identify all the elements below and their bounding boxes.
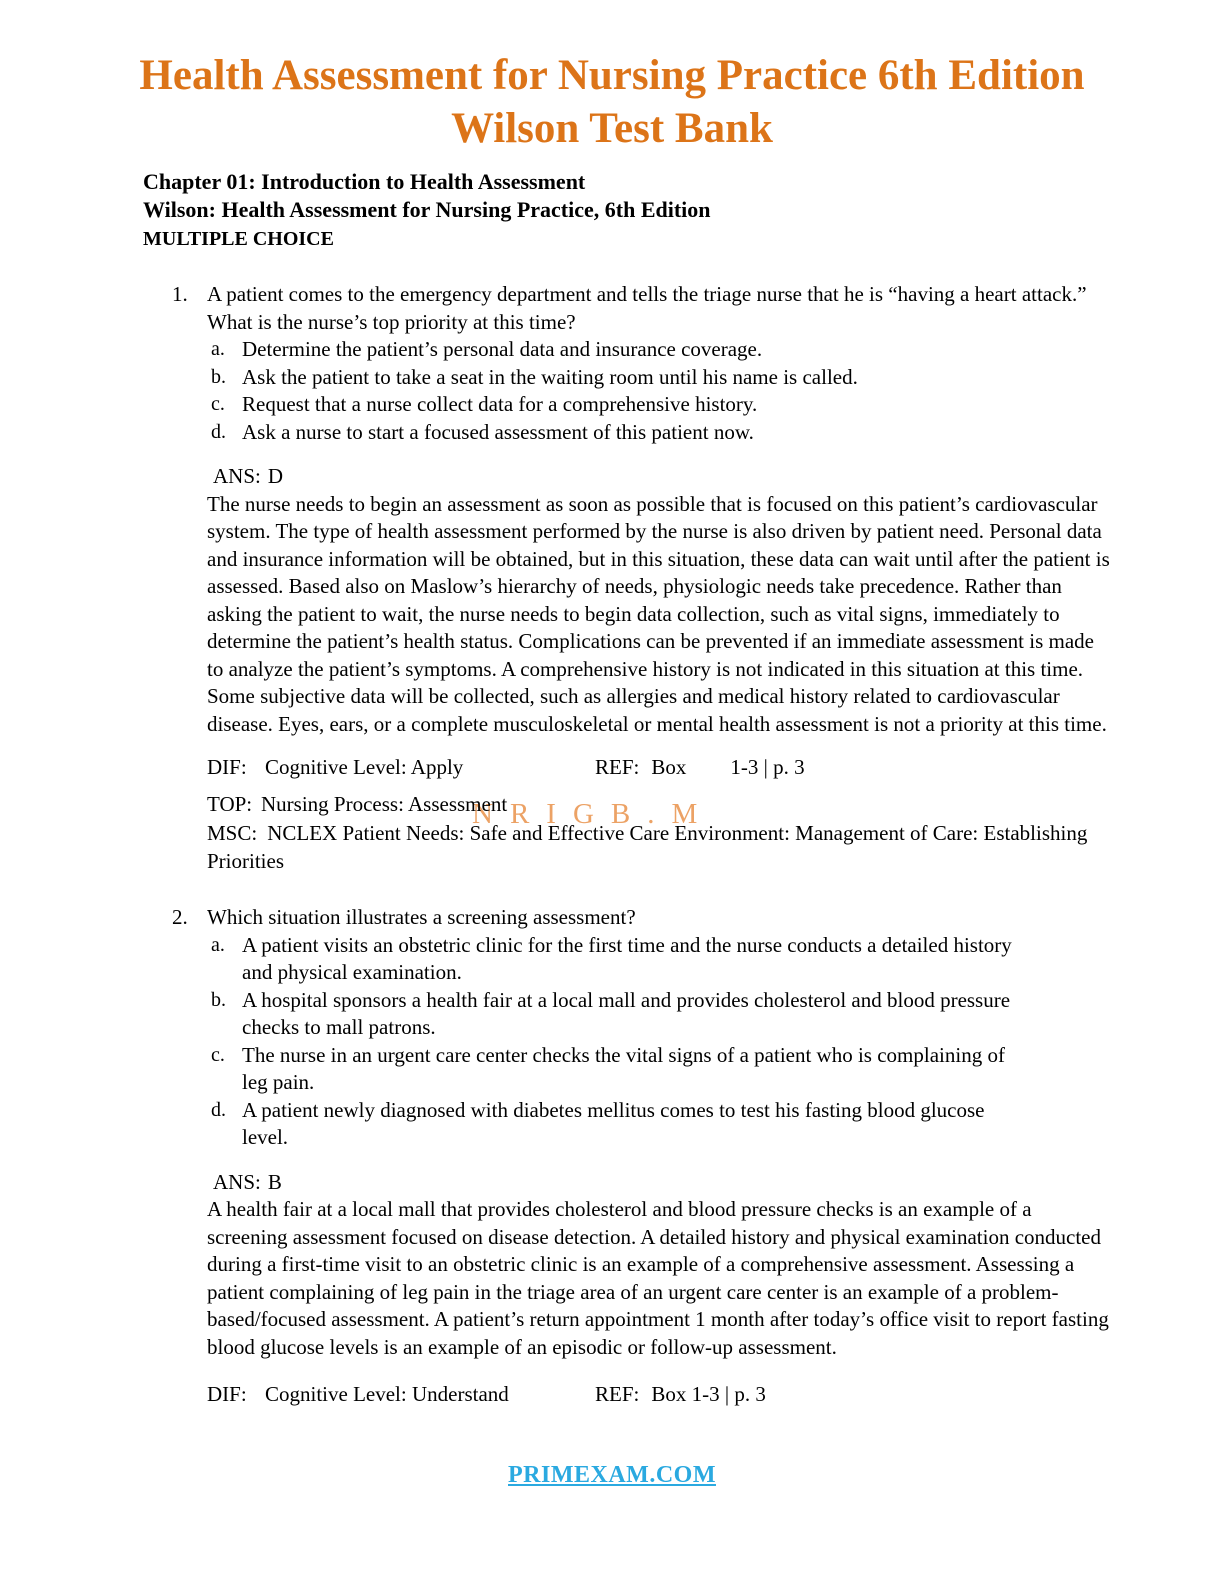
dif-value: Cognitive Level: Understand xyxy=(265,1382,509,1406)
dif-label: DIF: xyxy=(207,755,247,779)
option-text: Determine the patient’s personal data and insurance coverage. xyxy=(242,337,763,361)
dif-value: Cognitive Level: Apply xyxy=(265,755,464,779)
answer-option xyxy=(207,932,1113,987)
msc-value: NCLEX Patient Needs: Safe and Effective Care Environment: Management of Care: Establishing Priorities xyxy=(207,821,1088,873)
msc-row xyxy=(207,820,1113,875)
question-1 xyxy=(143,281,1113,446)
ref-value-part1: Box xyxy=(651,755,687,779)
top-value: Nursing Process: Assessment xyxy=(261,791,508,816)
option-letter: d. xyxy=(211,1098,226,1121)
question-stem: A patient comes to the emergency department and tells the triage nurse that he is “having a heart attack.” What is the nurse’s top priority at this time? xyxy=(207,282,1087,334)
option-letter: b. xyxy=(211,988,226,1011)
spacer xyxy=(639,1381,651,1409)
option-text: A patient newly diagnosed with diabetes mellitus comes to test his fasting blood glucose level. xyxy=(242,1097,985,1149)
site-watermark: NRIGB.M xyxy=(472,798,715,830)
ref-label: REF: xyxy=(595,1382,640,1406)
option-text: The nurse in an urgent care center checks the vital signs of a patient who is complaining of leg pain. xyxy=(242,1042,1005,1094)
option-text: Ask a nurse to start a focused assessment of this patient now. xyxy=(242,419,754,444)
option-letter: a. xyxy=(211,933,225,956)
answer-value: B xyxy=(267,1169,282,1194)
answer-option xyxy=(207,987,1113,1042)
page-footer xyxy=(0,1461,1224,1489)
option-text: Request that a nurse collect data for a comprehensive history. xyxy=(242,392,758,416)
option-letter: d. xyxy=(211,420,226,443)
answer-value: D xyxy=(267,464,284,488)
answer-option xyxy=(207,336,1113,364)
question-number: 2. xyxy=(172,905,188,929)
page-title xyxy=(0,0,1224,155)
question-body xyxy=(207,904,1113,1152)
top-row xyxy=(207,791,1113,819)
page-title-line-2: Wilson Test Bank xyxy=(451,105,773,152)
msc-label: MSC: xyxy=(207,821,258,845)
answer-row xyxy=(207,1169,1113,1197)
option-letter: b. xyxy=(211,365,226,388)
page-title-line-1: Health Assessment for Nursing Practice 6th Edition xyxy=(139,52,1085,99)
question-body xyxy=(207,281,1113,446)
answer-option xyxy=(207,364,1113,392)
answer-rationale: The nurse needs to begin an assessment as soon as possible that is focused on this patient’s cardiovascular system. The type of health assessment performed by the nurse is also driven by patient need. Personal data and insurance information will be obtained, but in this situation, these data can wait until after the patient is assessed. Based also on Maslow’s hierarchy of needs, physiologic needs take precedence. Rather than asking the patient to wait, the nurse needs to begin data collection, such as vital signs, immediately to determine the patient’s health status. Complications can be prevented if an immediate assessment is made to analyze the patient’s symptoms. A comprehensive history is not indicated in this situation at this time. Some subjective data will be collected, such as allergies and medical history related to cardiovascular disease. Eyes, ears, or a complete musculoskeletal or mental health assessment is not a priority at this time. xyxy=(207,491,1110,736)
answer-option xyxy=(207,1042,1113,1097)
answer-block-2 xyxy=(207,1169,1113,1409)
section-heading: MULTIPLE CHOICE xyxy=(143,228,334,250)
ref-value: Box 1-3 | p. 3 xyxy=(651,1382,766,1406)
answer-rationale: A health fair at a local mall that provides cholesterol and blood pressure checks is an example of a screening assessment focused on disease detection. A detailed history and physical examination conducted during a first-time visit to an obstetric clinic is an example of a comprehensive assessment. Assessing a patient complaining of leg pain in the triage area of an urgent care center is an example of a problem-based/focused assessment. A patient’s return appointment 1 month after today’s office visit to report fasting blood glucose levels is an example of an episodic or follow-up assessment. xyxy=(207,1197,1109,1359)
option-text: A patient visits an obstetric clinic for the first time and the nurse conducts a detailed history and physical examination. xyxy=(242,932,1012,984)
question-2 xyxy=(143,904,1113,1152)
ref-value-part2: 1-3 | p. 3 xyxy=(730,755,805,779)
primexam-link[interactable]: PRIMEXAM.COM xyxy=(508,1461,716,1488)
page-content xyxy=(143,168,1113,1409)
book-heading: Wilson: Health Assessment for Nursing Practice, 6th Edition xyxy=(143,197,711,222)
option-letter: c. xyxy=(211,1043,225,1066)
option-text: A hospital sponsors a health fair at a local mall and provides cholesterol and blood pressure checks to mall patrons. xyxy=(242,987,1011,1039)
spacer xyxy=(686,754,730,782)
ref-label: REF: xyxy=(595,755,640,779)
answer-label: ANS: xyxy=(213,1169,261,1194)
answer-option xyxy=(207,391,1113,419)
chapter-heading-block xyxy=(143,168,1113,252)
chapter-heading: Chapter 01: Introduction to Health Assessment xyxy=(143,169,586,194)
top-label: TOP: xyxy=(207,791,253,816)
question-number: 1. xyxy=(172,282,188,306)
answer-row xyxy=(207,463,1113,491)
answer-option xyxy=(207,1097,1113,1152)
option-text: Ask the patient to take a seat in the waiting room until his name is called. xyxy=(242,364,858,389)
spacer xyxy=(639,754,651,782)
option-letter: a. xyxy=(211,338,225,360)
question-stem: Which situation illustrates a screening assessment? xyxy=(207,905,636,929)
answer-block-1 xyxy=(207,463,1113,875)
answer-label: ANS: xyxy=(213,464,261,488)
answer-option xyxy=(207,419,1113,447)
dif-ref-row xyxy=(207,1381,1113,1409)
option-letter: c. xyxy=(211,393,225,415)
dif-label: DIF: xyxy=(207,1382,247,1406)
dif-ref-row xyxy=(207,754,1113,782)
